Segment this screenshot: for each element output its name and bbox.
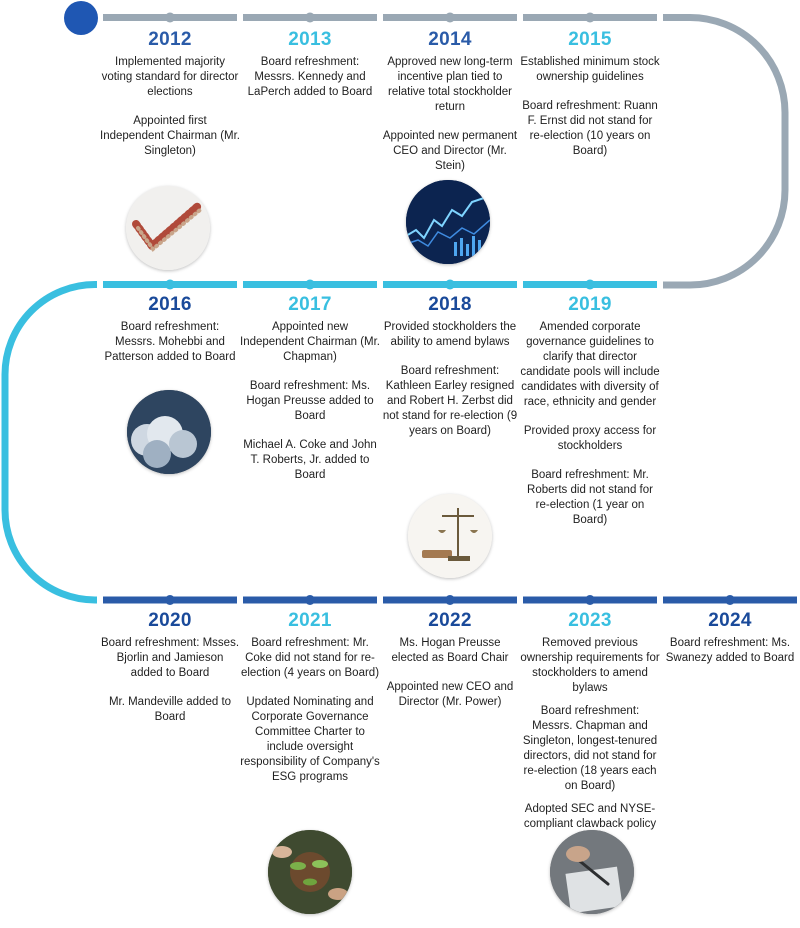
timeline-item-2015 [520,29,660,173]
marker-2019 [585,280,595,290]
milestone-text: Ms. Hogan Preusse elected as Board Chair [391,637,509,664]
timeline-item-2021 [240,610,380,799]
milestone-text: Board refreshment: Kathleen Earley resigned and Robert H. Zerbst did not stand for re-election (9 years on Board) [382,365,518,437]
timeline-item-2022 [380,610,520,724]
milestone-text: Provided stockholders the ability to amend bylaws [383,321,517,348]
year-label: 2021 [288,610,332,631]
milestone-text: Appointed new permanent CEO and Director (Mr. Stein) [382,130,518,172]
milestone-text: Appointed first Independent Chairman (Mr. Singleton) [100,115,240,157]
milestone-text: Approved new long-term incentive plan tied to relative total stockholder return [387,56,513,113]
marker-2018 [445,280,455,290]
left-connector-curve [5,285,97,601]
marker-2024 [725,595,735,605]
milestone-text: Updated Nominating and Corporate Governance Committee Charter to include oversight responsibility of Company's ESG programs [240,696,380,783]
timeline-item-2017 [240,294,380,497]
milestone-text: Board refreshment: Messrs. Mohebbi and Patterson added to Board [104,321,236,363]
milestone-text: Board refreshment: Mr. Roberts did not stand for re-election (1 year on Board) [527,469,653,526]
year-label: 2013 [288,29,332,50]
milestone-text: Provided proxy access for stockholders [523,425,657,452]
timeline-item-2018 [380,294,520,453]
marker-2023 [585,595,595,605]
timeline-item-2020 [100,610,240,739]
year-label: 2016 [148,294,192,315]
timeline-item-2014 [380,29,520,188]
scales-of-justice-image [408,494,492,578]
timeline-item-2013 [240,29,380,114]
milestone-text: Removed previous ownership requirements for stockholders to amend bylaws [520,637,660,694]
timeline-start-dot [64,1,98,35]
year-label: 2020 [148,610,192,631]
stock-chart-image [406,180,490,264]
milestone-text: Mr. Mandeville added to Board [108,696,232,723]
marker-2021 [305,595,315,605]
milestone-text: Board refreshment: Ms. Swanezy added to Board [665,637,795,664]
year-label: 2012 [148,29,192,50]
milestone-text: Michael A. Coke and John T. Roberts, Jr. added to Board [243,439,377,481]
year-label: 2015 [568,29,612,50]
right-connector-curve [663,18,785,286]
year-label: 2019 [568,294,612,315]
milestone-text: Adopted SEC and NYSE-compliant clawback policy [523,803,657,830]
milestone-text: Established minimum stock ownership guidelines [520,56,660,83]
timeline-item-2019 [520,294,660,542]
year-label: 2024 [708,610,752,631]
row-3-line [103,595,797,605]
marker-2020 [165,595,175,605]
marker-2015 [585,13,595,23]
marker-2017 [305,280,315,290]
milestone-text: Board refreshment: Mr. Coke did not stand for re-election (4 years on Board) [240,637,380,679]
timeline-item-2023 [520,610,660,846]
year-label: 2022 [428,610,472,631]
milestone-text: Board refreshment: Messrs. Kennedy and LaPerch added to Board [247,56,373,98]
milestone-text: Board refreshment: Messrs. Chapman and Singleton, longest-tenured directors, did not stand for re-election (18 years each on Board) [522,705,658,792]
marker-2014 [445,13,455,23]
milestone-text: Amended corporate governance guidelines to clarify that director candidate pools will include candidates with diversity of race, ethnicity and gender [520,321,660,408]
year-label: 2014 [428,29,472,50]
milestone-text: Board refreshment: Ms. Hogan Preusse added to Board [246,380,374,422]
crowd-checkmark-image [126,186,210,270]
timeline-item-2024 [660,610,800,680]
year-label: 2023 [568,610,612,631]
marker-2022 [445,595,455,605]
signing-document-image [550,830,634,914]
year-label: 2017 [288,294,332,315]
milestone-text: Appointed new CEO and Director (Mr. Power) [386,681,514,708]
marker-2012 [165,13,175,23]
milestone-text: Board refreshment: Msses. Bjorlin and Jamieson added to Board [100,637,240,679]
timeline-item-2016 [100,294,240,379]
hands-plants-image [268,830,352,914]
marker-2016 [165,280,175,290]
milestone-text: Board refreshment: Ruann F. Ernst did not stand for re-election (10 years on Board) [522,100,658,157]
marker-2013 [305,13,315,23]
milestone-text: Appointed new Independent Chairman (Mr. Chapman) [240,321,380,363]
clouds-sky-image [127,390,211,474]
year-label: 2018 [428,294,472,315]
timeline-item-2012 [100,29,240,173]
milestone-text: Implemented majority voting standard for director elections [101,56,239,98]
